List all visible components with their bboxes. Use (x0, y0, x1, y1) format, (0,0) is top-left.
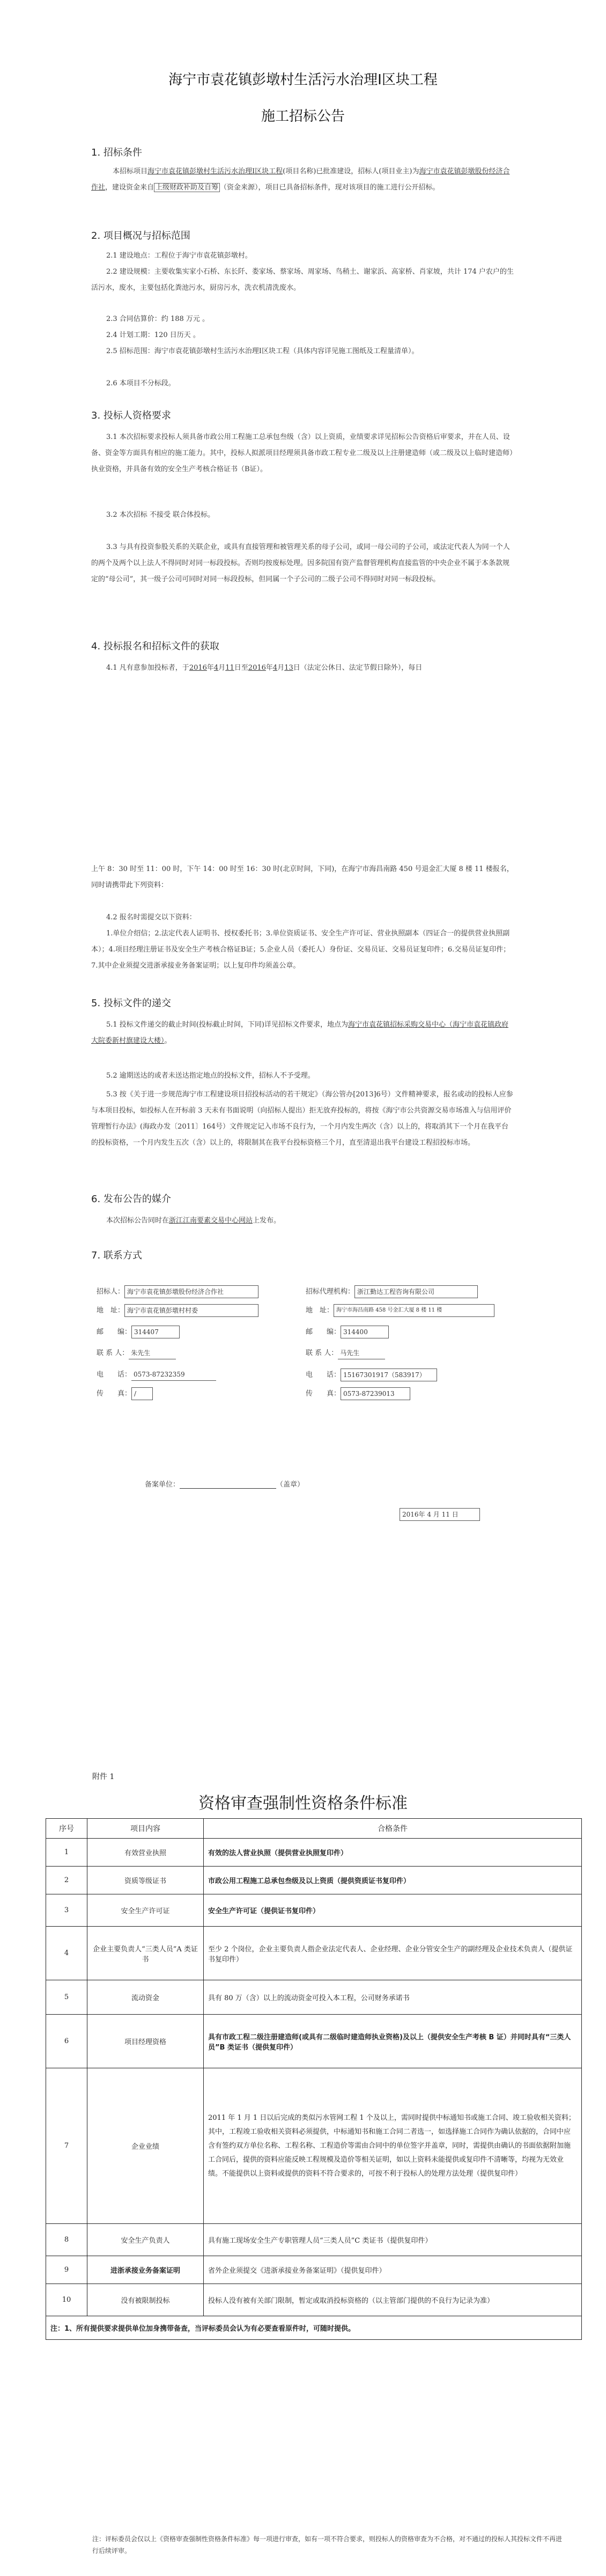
row-condition: 具有施工现场安全生产专职管理人员“三类人员”C 类证书（提供复印件） (204, 2224, 582, 2256)
table-row (46, 2256, 582, 2284)
label: 备案单位： (145, 1481, 180, 1489)
s4-para-1: 4.1 凡有意参加投标者，于2016年4月11日至2016年4月13日（法定公休日、法定节假日除外），每日 (106, 664, 423, 672)
text: （法定公休日、法定节假日除外），每日 (300, 664, 423, 672)
agent-phone-row (306, 1368, 437, 1381)
row-number: 10 (46, 2284, 87, 2316)
s6-para (91, 1213, 515, 1229)
text: （资金来源），项目已具备招标条件，现对该项目的施工进行公开招标。 (220, 184, 440, 192)
table-title: 资格审查强制性资格条件标准 (198, 1794, 408, 1813)
label: 邮 编： (97, 1328, 132, 1336)
section-2-heading: 2. 项目概况与招标范围 (91, 230, 190, 241)
label: （盖章） (276, 1481, 305, 1489)
section-6-heading: 6. 发布公告的媒介 (91, 1194, 171, 1205)
s2-line-3: 2.3 合同估算价：约 188 万元 。 (106, 315, 210, 323)
agent-row (306, 1285, 478, 1298)
row-number: 5 (46, 1980, 87, 2015)
text: (项目名称)已批准建设，招标人(项目业主)为 (283, 167, 419, 175)
tender-contact: 朱先生 (129, 1347, 176, 1359)
text: 本招标项目 (113, 167, 148, 175)
row-number: 9 (46, 2256, 87, 2284)
s4-para-4: 1.单位介绍信；2.法定代表人证明书、授权委托书；3.单位资质证书、安全生产许可证、营业执照副本（四证合一的提供营业执照副本）；4.项目经理注册证书及安全生产考核合格证B证；5.企业人员（委托人）身份证、交易员证、交易员证复印件；6.交易员证复印件；7.其中企业须提交进浙承接业务备案证明；以上复印件均须盖公章。 (91, 930, 511, 970)
section-3-heading: 3. 投标人资格要求 (91, 410, 171, 421)
contact-phone-row (97, 1368, 216, 1381)
table-row (46, 2284, 582, 2316)
row-item: 流动资金 (87, 1980, 204, 2015)
table-row (46, 1839, 582, 1867)
project-name: 海宁市袁花镇彭墩村生活污水治理Ⅰ区块工程 (147, 167, 283, 175)
s2-line-1: 2.1 建设地点：工程位于海宁市袁花镇彭墩村。 (106, 252, 252, 260)
agent-name: 浙江勤达工程咨询有限公司 (354, 1285, 478, 1298)
s3-para-2: 3.2 本次招标 不接受 联合体投标。 (106, 511, 215, 519)
label: 电 话： (97, 1371, 132, 1379)
row-item: 进浙承接业务备案证明 (87, 2256, 204, 2284)
agent-fax-row (306, 1387, 410, 1400)
s2-line-6: 2.6 本项目不分标段。 (106, 379, 175, 387)
agent-phone: 15167301917（583917） (341, 1368, 437, 1381)
filing-signature-line (180, 1481, 276, 1489)
label: 电 话： (306, 1371, 341, 1379)
attachment-label: 附件 1 (92, 1773, 115, 1781)
row-item: 企业业绩 (87, 2068, 204, 2224)
row-condition: 有效的法人营业执照（提供营业执照复印件） (204, 1839, 582, 1867)
section-7-heading: 7. 联系方式 (91, 1250, 142, 1261)
col-header-condition: 合格条件 (204, 1819, 582, 1839)
table-header-row (46, 1819, 582, 1839)
text: 本次招标公告同时在 (106, 1217, 169, 1225)
row-condition: 2011 年 1 月 1 日以后完成的类似污水管网工程 1 个及以上，需同时提供中标通知书或施工合同、竣工验收相关资料；其中，工程竣工验收相关资料必须提供，中标通知书和施工合同二者选一，如选择施工合同作为确认依据的，合同中应含有签约双方单位名称、工程名称、工程造价等需由合同中的单位签字并盖章，同时，需提供由确认的书面依据附加施工合同后，提供的资料应能反映工程规模及造价等相关证明，如以上资料未能提供或复印件不清晰等，均视为无效业绩。不能提供以上资料或提供的资料不符合要求的，可按不利于投标人的处理方法处理（提供复印件） (204, 2068, 582, 2224)
page-subtitle: 施工招标公告 (261, 108, 345, 125)
text: 5.1 投标文件递交的截止时间(投标截止时间，下同)详见招标文件要求，地点为 (106, 1021, 348, 1029)
table-row (46, 1894, 582, 1927)
label: 传 真： (306, 1389, 341, 1398)
row-number: 8 (46, 2224, 87, 2256)
label: 邮 编： (306, 1328, 341, 1336)
tender-name: 海宁市袁花镇彭墩股份经济合作社 (124, 1285, 258, 1298)
label: 地 址： (306, 1306, 334, 1315)
table-row (46, 2015, 582, 2068)
end-day: 13 (284, 664, 293, 672)
agent-address-row (306, 1304, 494, 1317)
row-item: 有效营业执照 (87, 1839, 204, 1867)
row-number: 2 (46, 1867, 87, 1894)
text: ，建设资金来自 (105, 184, 154, 192)
filing-unit-row (145, 1479, 304, 1489)
table-note-row (46, 2316, 582, 2340)
text: 。 (164, 1037, 172, 1045)
s5-para-2: 5.2 逾期送达的或者未送达指定地点的投标文件，招标人不予受理。 (106, 1072, 315, 1080)
s3-para-1: 3.1 本次招标要求投标人须具备市政公用工程施工总承包叁级（含）以上资质，业绩要求详见招标公告资格后审要求，并在人员、设备、资金等方面具有相应的施工能力。其中，投标人拟派项目经理须具备市政工程专业二级及以上注册建造师（或二级及以上临时建造师）执业资格，并具备有效的安全生产考核合格证书（B证）。 (91, 433, 513, 473)
table-row (46, 1980, 582, 2015)
s2-line-2: 2.2 建设规模：主要收集实家小石桥、东长阡、娄家场、蔡家场、周家场、鸟稍土、谢家浜、高家桥、肖家坡，共计 174 户农户的生活污水，废水，主要包括化粪池污水，厨房污水，洗衣机清洗废水。 (91, 268, 514, 292)
row-item: 安全生产许可证 (87, 1894, 204, 1927)
row-number: 3 (46, 1894, 87, 1927)
row-condition: 投标人没有被有关部门限制，暂定或取消投标资格的（以主管部门提供的不良行为记录为准） (204, 2284, 582, 2316)
row-condition: 省外企业须提交《进浙承接业务备案证明》（提供复印件） (204, 2256, 582, 2284)
s2-line-5: 2.5 招标范围：海宁市袁花镇彭墩村生活污水治理Ⅰ区块工程（具体内容详见施工图纸及工程量清单）。 (106, 347, 419, 355)
s4-para-3: 4.2 报名时需提交以下资料： (106, 913, 196, 921)
s5-para-3: 5.3 按《关于进一步规范海宁市工程建设项目招投标活动的若干规定》（海公管办[2013]6号）文件精神要求，报名或动的投标人应参与本项目投标，如投标人在开标前 3 天未有书面说明（向招标人提出）拒无放弃投标的，将按《海宁市公共资源交易市场准入与信用评价管理暂行办法》(海政办发〔2011〕164号）文件规定记入市场不良行为，一个月内发生两次（含）以上的，将取消其下一个月在我平台的投标资格，一个月内发生五次（含）以上的，将限制其在我平台投标资格三个月，直至清退出我平台建设工程招投标市场。 (91, 1091, 513, 1147)
table-row (46, 2068, 582, 2224)
table-row (46, 1867, 582, 1894)
page-title: 海宁市袁花镇彭墩村生活污水治理Ⅰ区块工程 (168, 72, 438, 88)
row-number: 1 (46, 1839, 87, 1867)
tender-address: 海宁市袁花镇彭墩村村委 (124, 1304, 258, 1317)
start-day: 11 (225, 664, 234, 672)
agent-contact: 马先生 (338, 1347, 385, 1359)
table-row (46, 1927, 582, 1980)
s3-para-3: 3.3 与具有投资参股关系的关联企业，或具有直接管理和被管理关系的母子公司，或同一母公司的子公司，或法定代表人为同一个人的两个及两个以上法人不得同时对同一标段投标。否则均按废标处理。因多院国有资产监督管理机构直接监管的中央企业不属于本条款规定的“母公司”，其一级子公司可同时对同一标段投标，但同属一个子公司的二级子公司不得同时对同一标段投标。 (91, 543, 510, 583)
contact-tender-row (97, 1285, 258, 1298)
fund-source: 上级财政补助及自筹 (154, 183, 220, 192)
row-condition: 具有 80 万（含）以上的流动资金可投入本工程，公司财务承诺书 (204, 1980, 582, 2015)
label: 联 系 人： (306, 1349, 338, 1357)
announcement-date (400, 1508, 480, 1521)
s2-line-4: 2.4 计划工期：120 日历天 。 (106, 331, 200, 339)
end-year: 2016 (248, 664, 266, 672)
row-item: 没有被限制投标 (87, 2284, 204, 2316)
agent-postcode: 314400 (341, 1326, 389, 1338)
start-year: 2016 (189, 664, 207, 672)
tender-fax: / (131, 1387, 153, 1400)
label: 地 址： (97, 1306, 125, 1315)
end-month: 4 (272, 664, 278, 672)
agent-address: 海宁市海昌南路 458 号金汇大厦 8 楼 11 楼 (334, 1304, 494, 1317)
table-row (46, 2224, 582, 2256)
tender-phone: 0573-87232359 (131, 1368, 216, 1381)
row-number: 6 (46, 2015, 87, 2068)
row-item: 资质等级证书 (87, 1867, 204, 1894)
label: 联 系 人： (97, 1349, 129, 1357)
row-condition: 市政公用工程施工总承包叁级及以上资质（提供资质证书复印件） (204, 1867, 582, 1894)
tender-postcode: 314407 (131, 1326, 180, 1338)
footnote: 注：评标委员会仅以上《资格审查强制性资格条件标准》每一项进行审查，如有一项不符合要求，则投标人的资格审查为不合格，对不通过的投标人其投标文件不再进行后续评审。 (92, 2535, 563, 2555)
contact-fax-row (97, 1387, 153, 1400)
row-item: 安全生产负责人 (87, 2224, 204, 2256)
agent-postcode-row (306, 1326, 389, 1338)
contact-address-row (97, 1304, 258, 1317)
date-text: 2016年 4 月 11 日 (400, 1508, 480, 1521)
contact-postcode-row (97, 1326, 180, 1338)
owner-name: 海宁市袁花镇彭墩股份经济合作社 (91, 167, 510, 192)
col-header-no: 序号 (46, 1819, 87, 1839)
col-header-item: 项目内容 (87, 1819, 204, 1839)
row-condition: 具有市政工程二级注册建造师(或具有二级临时建造师执业资格)及以上（提供安全生产考核 B 证）并同时具有“三类人员”B 类证书（提供复印件） (204, 2015, 582, 2068)
text: 4.1 凡有意参加投标者，于 (106, 664, 189, 672)
label: 招标代理机构： (306, 1287, 355, 1296)
row-condition: 至少 2 个岗位，企业主要负责人指企业法定代表人、企业经理、企业分管安全生产的副经理及企业技术负责人（提供证书复印件） (204, 1927, 582, 1980)
table-note: 注：1、所有提供要求提供单位加身携带备查，当评标委员会认为有必要查看原件时，可随时提供。 (46, 2316, 582, 2340)
s5-para-1 (91, 1017, 515, 1049)
section-5-heading: 5. 投标文件的递交 (91, 998, 171, 1009)
row-condition: 安全生产许可证（提供证书复印件） (204, 1894, 582, 1927)
agent-fax: 0573-87239013 (341, 1387, 410, 1400)
row-number: 7 (46, 2068, 87, 2224)
row-item: 企业主要负责人“三类人员”A 类证书 (87, 1927, 204, 1980)
media-name: 浙江江南要素交易中心网站 (169, 1217, 253, 1225)
row-number: 4 (46, 1927, 87, 1980)
label: 招标人： (97, 1287, 125, 1296)
label: 传 真： (97, 1389, 132, 1398)
start-month: 4 (213, 664, 219, 672)
s4-para-2: 上午 8：30 时至 11：00 时，下午 14：00 时至 16：30 时(北京时间，下同)，在海宁市海昌南路 450 号退金汇大厦 8 楼 11 楼报名，同时请携带此下列资料： (91, 865, 514, 889)
submission-location: 海宁市袁花镇招标采购交易中心（海宁市袁花镇政府大院委新村旗建设大楼） (91, 1021, 508, 1045)
section-1-body (91, 164, 515, 196)
section-1-heading: 1. 招标条件 (91, 147, 142, 158)
agent-contact-row (306, 1347, 385, 1359)
text: 上发布。 (253, 1217, 281, 1225)
contact-person-row (97, 1347, 176, 1359)
text: 至 (241, 664, 248, 672)
section-4-heading: 4. 投标报名和招标文件的获取 (91, 641, 219, 652)
row-item: 项目经理资格 (87, 2015, 204, 2068)
qualification-table (46, 1818, 582, 2340)
